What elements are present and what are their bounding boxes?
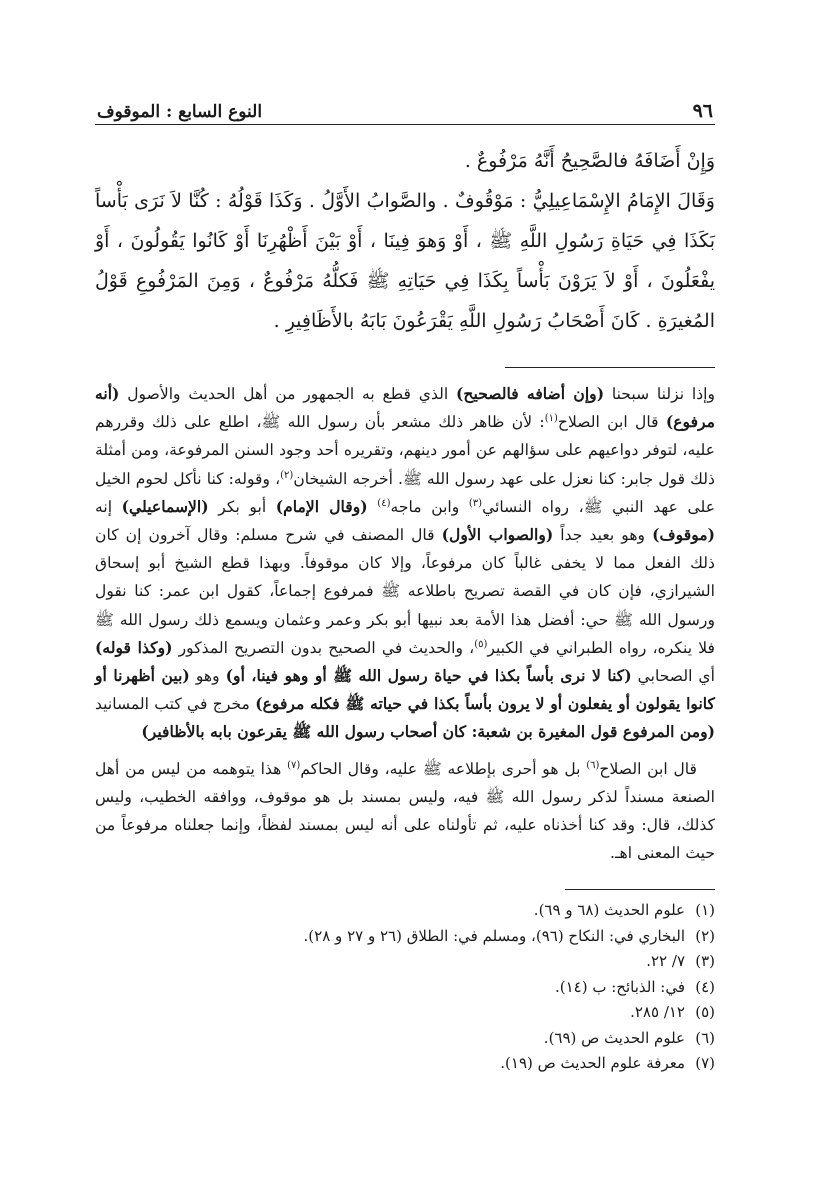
main-text-paragraph-2: وَقَالَ الإِمَامُ الإِسْمَاعِيلِيُّ : مَوْقُوفٌ . والصَّوابُ الأَوَّلُ . وَكَذَا قَوْلُهُ : كُنَّا لاَ نَرَى بَأْساً بَكَذَا فِي حَيَاةِ رَسُولِ اللَّهِ ﷺ ، أَوْ وَهوَ فِينَا ، أَوْ بَيْنَ أَظْهُرِنَا أَوْ كَانُوا يَقُولُونَ ، أَوْ يفْعَلُونَ ، أَوْ لاَ يَرَوْنَ بَأْساً بِكَذَا فِي حَيَاتِهِ ﷺ فَكلُّهُ مَرْفُوعٌ ، وَمِنَ المَرْفُوعِ قَوْلُ المُغيرَةِ . كَانَ أَصْحَابُ رَسُولِ اللَّهِ يَقْرَعُونَ بَابَهُ بالأَظَافِيرِ . — [95, 190, 715, 332]
footnote-ref[interactable]: (٦) — [586, 759, 600, 771]
footnote-number: (٦) — [695, 1028, 715, 1047]
commentary-text: وإذا نزلنا سبحنا — [604, 385, 715, 403]
quoted-text: (موقوف) — [652, 525, 715, 545]
footnote-text: معرفة علوم الحديث ص (١٩). — [500, 1054, 685, 1073]
footnote-separator — [565, 889, 715, 890]
commentary-text: قال ابن الصلاح — [557, 413, 666, 432]
footnote-item — [95, 1000, 715, 1026]
commentary-text: وهو بعيد جداً — [553, 526, 653, 545]
footnote-number: (٣) — [695, 952, 715, 971]
commentary-paragraph-2 — [95, 755, 715, 868]
footnote-ref[interactable]: (٣) — [468, 497, 483, 509]
main-text-line-1: وَإِنْ أَضَافَهُ فالصَّحِيحُ أَنَّهُ مَرْفُوعٌ . — [464, 150, 715, 172]
commentary-text: : لأن ظاهر ذلك مشعر بأن رسول الله ﷺ، اطلع على ذلك وقررهم عليه، لتوفر دواعيهم على سؤالهم عن أمور دينهم، وتقريره أحد وجود السنن المرفوعة، ومن أمثلة ذلك قول جابر: كنا نعزل على عهد رسول الله ﷺ. أخرجه الشيخان — [95, 413, 715, 488]
footnote-item — [95, 975, 715, 1001]
quoted-text: (وإن أضافه فالصحيح) — [456, 384, 605, 403]
quoted-text: (وكذا قوله) — [95, 637, 173, 657]
footnote-number: (٧) — [695, 1054, 715, 1073]
footnote-item — [95, 1026, 715, 1052]
separator-line — [505, 367, 715, 368]
footnote-ref[interactable]: (٧) — [287, 759, 301, 771]
commentary-text: مخرج في كتب المسانيد — [95, 695, 256, 714]
footnote-item — [95, 898, 715, 924]
commentary-paragraph-1 — [95, 380, 715, 747]
commentary-text: قال المصنف في شرح مسلم: وقال آخرون إن كان ذلك الفعل مما لا يخفى غالباً كان مرفوعاً، وإلا كان موقوفاً. وبهذا قطع الشيخ أبو إسحاق الشيرازي، فإن كان في القصة تصريح باطلاعه ﷺ فمرفوع إجماعاً، كقول ابن عمر: كنا نقول ورسول الله ﷺ حي: أفضل هذا الأمة بعد نبيها أبو بكر وعمر وعثمان ويسمع ذلك رسول الله ﷺ فلا ينكره، رواه الطبراني في الكبير — [95, 526, 715, 657]
quoted-text: (ومن المرفوع قول المغيرة بن شعبة: كان أصحاب رسول الله ﷺ يقرعون بابه بالأظافير) — [141, 722, 715, 742]
commentary-text: ، والحديث في الصحيح بدون التصريح المذكور — [172, 638, 475, 657]
quoted-text: (الإسماعيلي) — [121, 496, 209, 516]
footnotes — [95, 898, 715, 1077]
commentary-text: قال ابن الصلاح — [599, 759, 697, 778]
quoted-text: (بين أظهرنا أو كانوا يقولون أو يفعلون أو لا يرون بأساً بكذا في حياته ﷺ فكله مرفوع) — [95, 666, 715, 714]
footnote-text: علوم الحديث (٦٨ و ٦٩). — [533, 901, 685, 920]
footnote-number: (٢) — [695, 926, 715, 945]
commentary-text: إنه — [95, 497, 122, 516]
footnote-text: البخاري في: النكاح (٩٦)، ومسلم في: الطلاق (٢٦ و ٢٧ و ٢٨). — [303, 926, 685, 945]
commentary-text — [368, 498, 378, 516]
page-header — [95, 90, 715, 125]
footnote-text: ١٢/ ٢٨٥. — [630, 1003, 685, 1022]
commentary-text: بل هو أحرى بإطلاعه ﷺ عليه، وقال الحاكم — [300, 759, 587, 778]
footnote-item — [95, 924, 715, 950]
commentary-text: وابن ماجه — [390, 497, 469, 516]
footnote-text: علوم الحديث ص (٦٩). — [543, 1028, 685, 1047]
commentary-text: أبو بكر — [208, 497, 276, 516]
footnote-ref[interactable]: (٥) — [474, 638, 488, 650]
commentary-text: أي الصحابي — [631, 667, 715, 686]
commentary-text: هذا يتوهمه من ليس من أهل الصنعة مسنداً لذكر رسول الله ﷺ فيه، وليس بمسند بل هو موقوف، ووافقه الخطيب، وليس كذلك، قال: وقد كنا أخذناه عليه، ثم تأولناه على أنه ليس بمسند لفظاً، وإنما جعلناه مرفوعاً من حيث المعنى اهـ. — [95, 759, 715, 863]
page-number: ٩٦ — [692, 100, 713, 122]
footnote-text: في: الذبائح: ب (١٤). — [554, 977, 685, 996]
commentary — [95, 380, 715, 867]
quoted-text: (وقال الإمام) — [275, 496, 368, 516]
commentary-text: ، وقوله: كنا نأكل لحوم الخيل على عهد النبي ﷺ، رواه النسائي — [95, 469, 715, 516]
footnote-ref[interactable]: (٤) — [377, 497, 391, 509]
footnote-text: ٧/ ٢٢. — [646, 952, 685, 971]
footnote-number: (٤) — [695, 977, 715, 996]
commentary-text: الذي قطع به الجمهور من أهل الحديث والأصول — [119, 385, 457, 403]
book-page — [95, 90, 715, 1077]
footnote-number: (٥) — [695, 1003, 715, 1022]
footnote-ref[interactable]: (١) — [544, 413, 558, 425]
commentary-text: وهو — [189, 667, 226, 686]
quoted-text: (كنا لا نرى بأساً بكذا في حياة رسول الله ﷺ أو وهو فينا، أو) — [225, 666, 632, 686]
main-text — [95, 141, 715, 341]
footnote-ref[interactable]: (٢) — [280, 469, 294, 481]
footnote-number: (١) — [695, 901, 715, 920]
chapter-title: النوع السابع : الموقوف — [97, 102, 263, 122]
quoted-text: (والصواب الأول) — [441, 525, 554, 545]
footnote-item — [95, 949, 715, 975]
footnote-item — [95, 1051, 715, 1077]
quoted-text: (أنه مرفوع) — [95, 384, 715, 432]
